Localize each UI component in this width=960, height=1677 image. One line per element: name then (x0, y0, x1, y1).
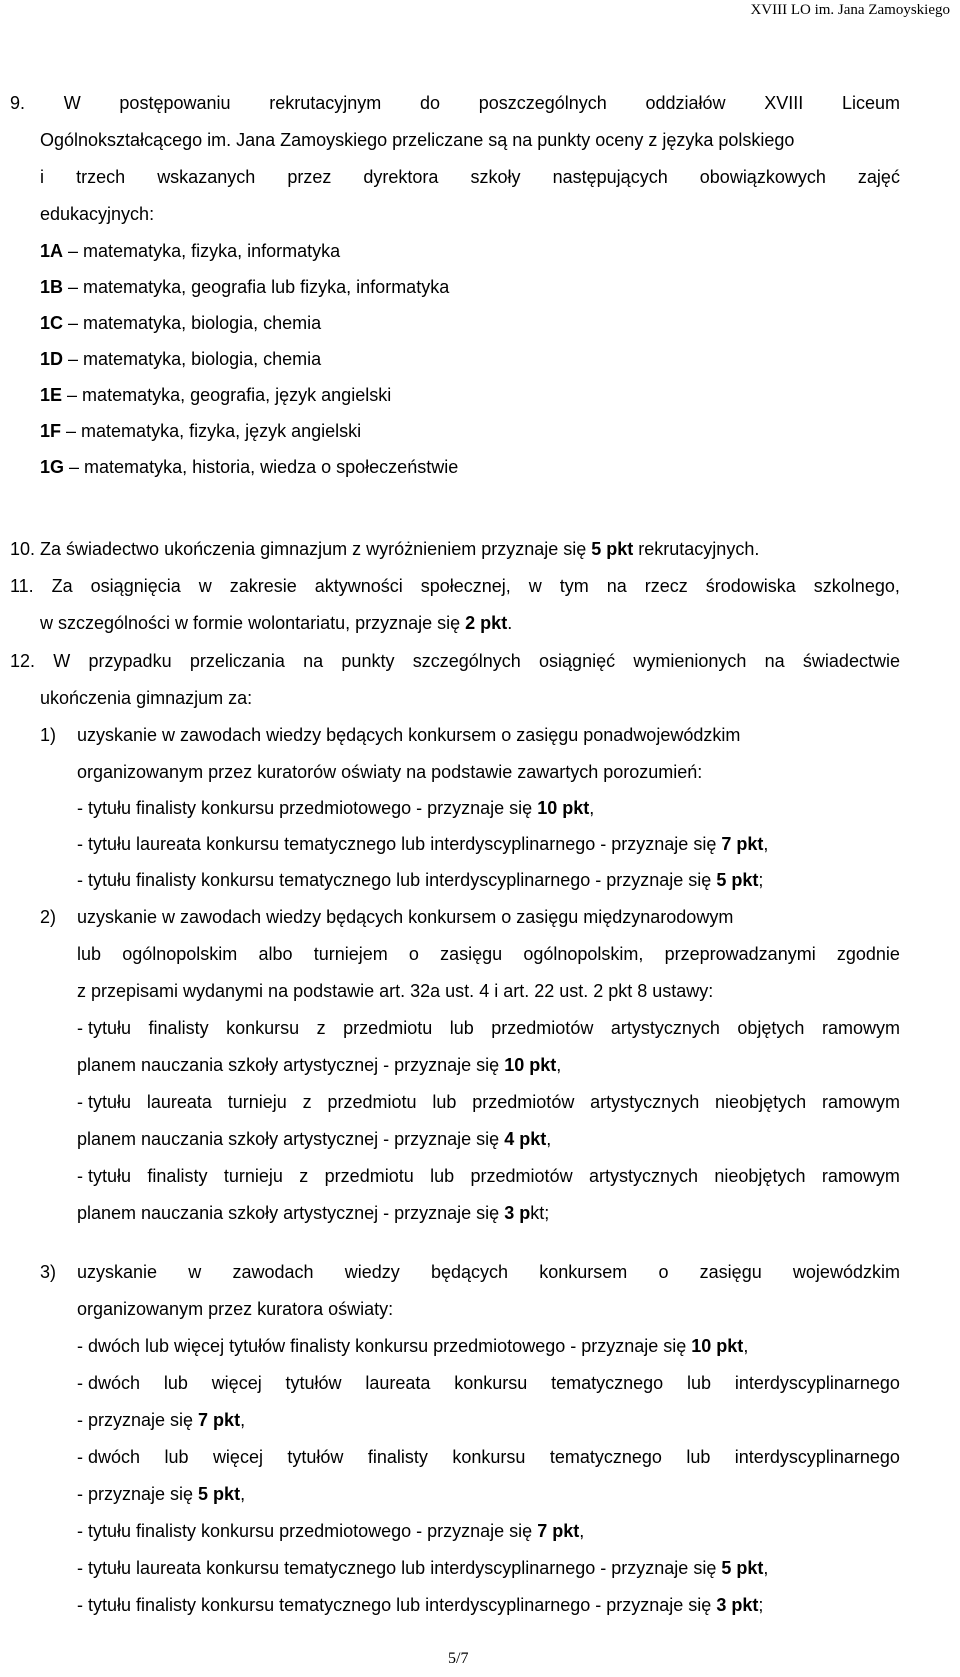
word: lub (163, 1373, 188, 1393)
page-header: XVIII LO im. Jana Zamoyskiego (750, 2, 950, 18)
word: XVIII (764, 93, 804, 113)
point-2-item-3-line-1 (77, 1165, 900, 1187)
class-code: 1G (40, 457, 65, 477)
word: konkursu (226, 1018, 300, 1038)
word: tematycznego (551, 1373, 664, 1393)
word: wymienionych (633, 651, 747, 671)
word: - tytułu (77, 1092, 132, 1112)
s9-line-4: edukacyjnych: (40, 204, 155, 224)
point-2-item-1-line-2: planem nauczania szkoły artystycznej - przyznaje się 10 pkt, (77, 1055, 562, 1075)
word: finalisty (367, 1447, 428, 1467)
word: uzyskanie (77, 1262, 158, 1282)
word: nieobjętych (715, 1092, 807, 1112)
word: zgodnie (836, 944, 900, 964)
word: lub (686, 1373, 712, 1393)
class-item: 1D – matematyka, biologia, chemia (40, 349, 322, 369)
point-3-item-2-line-1 (77, 1372, 900, 1394)
word: lub (432, 1092, 457, 1112)
point-3-item-2-line-2: - przyznaje się 7 pkt, (77, 1410, 246, 1430)
word: turnieju (223, 1166, 283, 1186)
word: w (528, 576, 542, 596)
word: na (303, 651, 324, 671)
point-1-item-1: - tytułu finalisty konkursu przedmiotowego - przyznaje się 10 pkt, (77, 798, 595, 818)
word: zajęć (857, 167, 900, 187)
word: przedmiotu (327, 1092, 417, 1112)
word: interdyscyplinarnego (734, 1373, 900, 1393)
point-3-item-4: - tytułu finalisty konkursu przedmiotowego - przyznaje się 7 pkt, (77, 1521, 585, 1541)
point-1-item-3: - tytułu finalisty konkursu tematycznego lub interdyscyplinarnego - przyznaje się 5 pkt; (77, 870, 764, 890)
class-code: 1B (40, 277, 64, 297)
word: postępowaniu (119, 93, 231, 113)
class-code: 1A (40, 241, 64, 261)
s11-line-2: w szczególności w formie wolontariatu, przyznaje się 2 pkt. (40, 613, 513, 633)
word: lub (430, 1166, 455, 1186)
word: z (316, 1018, 326, 1038)
word: lub (449, 1018, 474, 1038)
word: rzecz (644, 576, 688, 596)
word: wskazanych (157, 167, 256, 187)
word: albo (258, 944, 293, 964)
word: objętych (737, 1018, 805, 1038)
word: zakresie (229, 576, 297, 596)
word: osiągnięć (539, 651, 616, 671)
word: tytułów (287, 1447, 344, 1467)
class-item: 1F – matematyka, fizyka, język angielski (40, 421, 362, 441)
word: osiągnięcia (90, 576, 181, 596)
word: punkty (341, 651, 395, 671)
page-number: 5/7 (448, 1650, 469, 1667)
word: ogólnopolskim (122, 944, 238, 964)
point-2-line-1: uzyskanie w zawodach wiedzy będących konkursem o zasięgu międzynarodowym (77, 907, 734, 927)
word: Liceum (841, 93, 900, 113)
word: lub (164, 1447, 189, 1467)
word: finalisty (147, 1166, 208, 1186)
word: 9. (10, 93, 26, 113)
point-1-item-2: - tytułu laureata konkursu tematycznego lub interdyscyplinarnego - przyznaje się 7 pkt, (77, 834, 769, 854)
class-item: 1B – matematyka, geografia lub fizyka, informatyka (40, 277, 450, 297)
word: do (419, 93, 440, 113)
s12-line-1 (10, 650, 900, 672)
word: rekrutacyjnym (269, 93, 382, 113)
word: obowiązkowych (699, 167, 826, 187)
word: w (198, 576, 212, 596)
word: z (299, 1166, 309, 1186)
word: aktywności (314, 576, 403, 596)
word: tematycznego (549, 1447, 662, 1467)
word: konkursem (539, 1262, 628, 1282)
word: na (606, 576, 627, 596)
point-1-number: 1) (40, 725, 57, 745)
word: konkursu (452, 1447, 526, 1467)
s11-line-1 (10, 575, 900, 597)
word: lub (77, 944, 102, 964)
word: i (40, 167, 44, 187)
point-3-number: 3) (40, 1262, 57, 1282)
word: będących (430, 1262, 509, 1282)
word: ramowym (821, 1092, 900, 1112)
word: przedmiotu (324, 1166, 414, 1186)
word: o (408, 944, 419, 964)
word: - dwóch (77, 1447, 141, 1467)
word: konkursu (454, 1373, 528, 1393)
point-2-item-2-line-2: planem nauczania szkoły artystycznej - przyznaje się 4 pkt, (77, 1129, 552, 1149)
word: wiedzy (344, 1262, 400, 1282)
word: artystycznych (590, 1092, 700, 1112)
word: dyrektora (363, 167, 439, 187)
word: turnieju (227, 1092, 287, 1112)
s12-line-2: ukończenia gimnazjum za: (40, 688, 253, 708)
word: na (764, 651, 785, 671)
s9-line-3 (40, 166, 900, 188)
word: środowiska (705, 576, 796, 596)
word: oddziałów (645, 93, 726, 113)
point-1-line-2: organizowanym przez kuratorów oświaty na podstawie zawartych porozumień: (77, 762, 703, 782)
word: wojewódzkim (792, 1262, 900, 1282)
word: szczególnych (412, 651, 521, 671)
point-2-item-2-line-1 (77, 1091, 900, 1113)
point-3-item-6: - tytułu finalisty konkursu tematycznego lub interdyscyplinarnego - przyznaje się 3 pkt; (77, 1595, 764, 1615)
word: przypadku (88, 651, 172, 671)
point-3-line-2: organizowanym przez kuratora oświaty: (77, 1299, 394, 1319)
point-2-item-1-line-1 (77, 1017, 900, 1039)
word: artystycznych (588, 1166, 698, 1186)
point-3-line-1 (77, 1261, 900, 1283)
point-3-item-3-line-1 (77, 1446, 900, 1468)
word: z (302, 1092, 312, 1112)
word: Za (51, 576, 73, 596)
word: przeprowadzanymi (664, 944, 816, 964)
word: nieobjętych (714, 1166, 806, 1186)
word: - tytułu (77, 1166, 132, 1186)
word: szkoły (470, 167, 521, 187)
word: przedmiotów (470, 1166, 573, 1186)
word: następujących (552, 167, 668, 187)
class-item: 1E – matematyka, geografia, język angielski (40, 385, 392, 405)
word: turniejem (313, 944, 388, 964)
word: szkolnego, (813, 576, 900, 596)
word: artystycznych (610, 1018, 720, 1038)
word: zasięgu (699, 1262, 762, 1282)
class-item: 1C – matematyka, biologia, chemia (40, 313, 322, 333)
word: laureata (365, 1373, 431, 1393)
word: zawodach (232, 1262, 314, 1282)
word: zasięgu (440, 944, 503, 964)
s9-line-1 (10, 92, 900, 114)
word: - dwóch (77, 1373, 141, 1393)
word: o (658, 1262, 669, 1282)
word: trzech (76, 167, 126, 187)
word: przez (287, 167, 332, 187)
s9-line-2: Ogólnokształcącego im. Jana Zamoyskiego przeliczane są na punkty oceny z języka polskiego (40, 130, 795, 150)
word: poszczególnych (478, 93, 607, 113)
word: lub (686, 1447, 711, 1467)
class-item: 1G – matematyka, historia, wiedza o społeczeństwie (40, 457, 459, 477)
word: w (188, 1262, 202, 1282)
point-3-item-3-line-2: - przyznaje się 5 pkt, (77, 1484, 246, 1504)
point-2-line-2 (77, 943, 900, 965)
word: laureata (146, 1092, 212, 1112)
class-item: 1A – matematyka, fizyka, informatyka (40, 241, 341, 261)
word: finalisty (148, 1018, 209, 1038)
class-code: 1D (40, 349, 64, 369)
word: świadectwie (802, 651, 900, 671)
word: przedmiotu (343, 1018, 433, 1038)
class-code: 1C (40, 313, 64, 333)
word: - tytułu (77, 1018, 132, 1038)
word: społecznej, (420, 576, 511, 596)
word: W (63, 93, 81, 113)
word: tytułów (285, 1373, 342, 1393)
point-2-line-3: z przepisami wydanymi na podstawie art. 32a ust. 4 i art. 22 ust. 2 pkt 8 ustawy: (77, 981, 714, 1001)
word: 11. (10, 576, 34, 596)
class-code: 1E (40, 385, 63, 405)
point-3-item-5: - tytułu laureata konkursu tematycznego lub interdyscyplinarnego - przyznaje się 5 pkt, (77, 1558, 769, 1578)
point-2-item-3-line-2: planem nauczania szkoły artystycznej - przyznaje się 3 pkt; (77, 1203, 550, 1223)
point-3-item-1: - dwóch lub więcej tytułów finalisty konkursu przedmiotowego - przyznaje się 10 pkt, (77, 1336, 749, 1356)
point-1-line-1: uzyskanie w zawodach wiedzy będących konkursem o zasięgu ponadwojewódzkim (77, 725, 741, 745)
word: ogólnopolskim, (523, 944, 644, 964)
word: przedmiotów (472, 1092, 575, 1112)
s10-line: 10. Za świadectwo ukończenia gimnazjum z wyróżnieniem przyznaje się 5 pkt rekrutacyjnych. (10, 539, 760, 559)
word: interdyscyplinarnego (734, 1447, 900, 1467)
word: przedmiotów (491, 1018, 594, 1038)
word: więcej (212, 1447, 263, 1467)
point-2-number: 2) (40, 907, 57, 927)
word: 12. (10, 651, 36, 671)
word: przeliczania (189, 651, 285, 671)
word: W (53, 651, 71, 671)
word: tym (559, 576, 589, 596)
word: ramowym (821, 1166, 900, 1186)
class-code: 1F (40, 421, 62, 441)
word: więcej (211, 1373, 262, 1393)
word: ramowym (821, 1018, 900, 1038)
